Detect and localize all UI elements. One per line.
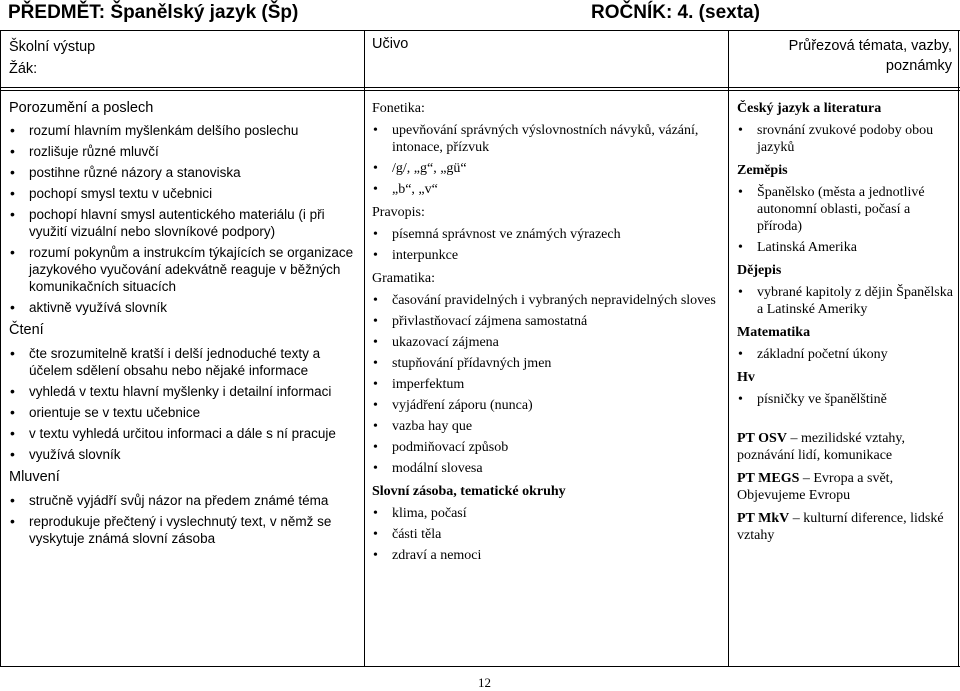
list-item: • vazba hay que <box>372 418 727 435</box>
list-item: • v textu vyhledá určitou informaci a dále s ní pracuje <box>9 425 354 442</box>
list-item: • rozumí hlavním myšlenkám delšího poslechu <box>9 122 354 139</box>
list-item: • reprodukuje přečtený i vyslechnutý text, v němž se vyskytuje známá slovní zásoba <box>9 513 354 547</box>
list-item: • písničky ve španělštině <box>737 391 955 408</box>
list-item: • vybrané kapitoly z dějin Španělska a Latinské Ameriky <box>737 284 955 318</box>
curriculum-column <box>372 100 727 570</box>
math-list <box>737 346 955 363</box>
header-themes-line2: poznámky <box>885 58 952 74</box>
grammar-list <box>372 292 727 477</box>
list-item: • pochopí hlavní smysl autentického materiálu (i při využití vizuální nebo slovníkové podpory) <box>9 206 354 240</box>
list-item: • stupňování přídavných jmen <box>372 355 727 372</box>
header-themes <box>736 36 952 76</box>
list-item: • modální slovesa <box>372 460 727 477</box>
cross-theme-code: PT MkV <box>737 511 790 526</box>
header-outcome-line1: Školní výstup <box>9 39 96 55</box>
table-right-border <box>958 30 959 667</box>
grade-title: ROČNÍK: 4. (sexta) <box>591 2 760 23</box>
section-music: Hv <box>737 370 755 385</box>
table-bottom-border <box>0 666 960 667</box>
themes-column <box>737 100 955 550</box>
section-phonetics: Fonetika: <box>372 101 425 116</box>
list-item: • zdraví a nemoci <box>372 547 727 564</box>
section-vocabulary: Slovní zásoba, tematické okruhy <box>372 484 566 499</box>
section-spelling: Pravopis: <box>372 205 425 220</box>
music-list <box>737 391 955 408</box>
cross-theme-osv <box>737 430 955 464</box>
spelling-list <box>372 226 727 264</box>
list-item: • rozumí pokynům a instrukcím týkajících se organizace jazykového vyučování adekvátně reaguje v běžných komunikačních situacích <box>9 244 354 295</box>
document-title <box>8 2 958 28</box>
geography-list <box>737 184 955 256</box>
list-item: • vyjádření záporu (nunca) <box>372 397 727 414</box>
list-item: • „b“, „v“ <box>372 181 727 198</box>
list-item: • stručně vyjádří svůj názor na předem známé téma <box>9 492 354 509</box>
subject-title: PŘEDMĚT: Španělský jazyk (Šp) <box>8 2 299 23</box>
section-history: Dějepis <box>737 263 782 278</box>
section-reading: Čtení <box>9 322 44 338</box>
list-item: • aktivně využívá slovník <box>9 299 354 316</box>
reading-list <box>9 345 354 463</box>
listening-list <box>9 122 354 316</box>
list-item: • postihne různé názory a stanoviska <box>9 164 354 181</box>
list-item: • podmiňovací způsob <box>372 439 727 456</box>
list-item: • přivlastňovací zájmena samostatná <box>372 313 727 330</box>
section-math: Matematika <box>737 325 811 340</box>
history-list <box>737 284 955 318</box>
list-item: • klima, počasí <box>372 505 727 522</box>
table-top-border <box>0 30 960 31</box>
cross-theme-text: – Evropa a svět, Objevujeme Evropu <box>737 471 894 503</box>
header-themes-line1: Průřezová témata, vazby, <box>788 38 952 54</box>
section-listening: Porozumění a poslech <box>9 100 154 116</box>
cross-theme-text: – kulturní diference, lidské vztahy <box>737 511 944 543</box>
column-divider-1 <box>364 30 365 667</box>
page-number: 12 <box>478 675 491 690</box>
speaking-list <box>9 492 354 547</box>
section-grammar: Gramatika: <box>372 271 435 286</box>
header-bottom-border <box>0 87 960 88</box>
list-item: • vyhledá v textu hlavní myšlenky i detailní informaci <box>9 383 354 400</box>
list-item: • Španělsko (města a jednotlivé autonomní oblasti, počasí a příroda) <box>737 184 955 235</box>
table-left-border <box>0 30 1 667</box>
list-item: • části těla <box>372 526 727 543</box>
header-curriculum: Učivo <box>372 36 409 52</box>
list-item: • ukazovací zájmena <box>372 334 727 351</box>
list-item: • písemná správnost ve známých výrazech <box>372 226 727 243</box>
cross-theme-code: PT MEGS <box>737 471 800 486</box>
list-item: • Latinská Amerika <box>737 239 955 256</box>
cross-theme-code: PT OSV <box>737 431 787 446</box>
vocabulary-list <box>372 505 727 564</box>
list-item: • využívá slovník <box>9 446 354 463</box>
section-speaking: Mluvení <box>9 469 60 485</box>
outcomes-column <box>9 100 354 553</box>
list-item: • /g/, „g“, „gü“ <box>372 160 727 177</box>
list-item: • pochopí smysl textu v učebnici <box>9 185 354 202</box>
list-item: • rozlišuje různé mluvčí <box>9 143 354 160</box>
header-bottom-border-2 <box>0 90 960 91</box>
list-item: • srovnání zvukové podoby obou jazyků <box>737 122 955 156</box>
header-outcome-line2: Žák: <box>9 61 38 77</box>
cross-theme-megs <box>737 470 955 504</box>
list-item: • orientuje se v textu učebnice <box>9 404 354 421</box>
list-item: • základní početní úkony <box>737 346 955 363</box>
list-item: • časování pravidelných i vybraných nepravidelných sloves <box>372 292 727 309</box>
cross-theme-text: – mezilidské vztahy, poznávání lidí, komunikace <box>737 431 905 463</box>
list-item: • čte srozumitelně kratší i delší jednoduché texty a účelem sdělení obsahu nebo nějaké informace <box>9 345 354 379</box>
column-divider-2 <box>728 30 729 667</box>
section-geography: Zeměpis <box>737 163 788 178</box>
list-item: • imperfektum <box>372 376 727 393</box>
phonetics-list <box>372 122 727 198</box>
czech-list <box>737 122 955 156</box>
list-item: • upevňování správných výslovnostních návyků, vázání, intonace, přízvuk <box>372 122 727 156</box>
list-item: • interpunkce <box>372 247 727 264</box>
cross-theme-mkv <box>737 510 955 544</box>
header-outcome <box>9 36 95 80</box>
section-czech: Český jazyk a literatura <box>737 101 882 116</box>
